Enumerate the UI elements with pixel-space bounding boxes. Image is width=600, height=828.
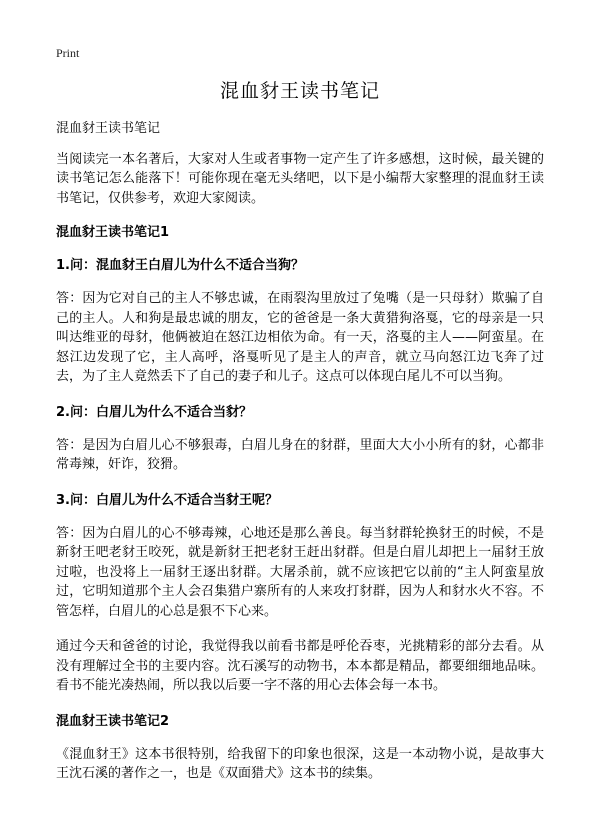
question-1: 1.问：混血豺王白眉儿为什么不适合当狗？ [56,258,304,273]
question-2: 2.问：白眉儿为什么不适合当豺？ [56,404,252,420]
article-subtitle: 混血豺王读书笔记 [56,121,161,136]
note2-paragraph: 《混血豺王》这本书很特别，给我留下的印象也很深，这是一本动物小说，是故事大王沈石溪的著作之一，也是《双面猎犬》这本书的续集。 [56,746,544,781]
summary-paragraph: 通过今天和爸爸的讨论，我觉得我以前看书都是呼伦吞枣，光挑精彩的部分去看。从没有理解过全书的主要内容。沈石溪写的动物书，本本都是精品，都要细细地品味。看书不能光凑热闹，所以我以后要一字不落的用心去体会每一本书。 [56,639,544,693]
question-3: 3.问：白眉儿为什么不适合当豺王呢？ [56,492,278,508]
answer-3: 答：因为白眉儿的心不够毒辣，心地还是那么善良。每当豺群轮换豺王的时候，不是新豺王吧老豺王咬死，就是新豺王把老豺王赶出豺群。但是白眉儿却把上一届豺王放过啦，也没将上一届豺王逐出豺群。大屠杀前，就不应该把它以前的“主人阿蛮星放过，它明知道那个主人会召集猎户寨所有的人来攻打豺群，因为人和豺水火不容。不管怎样，白眉儿的心总是狠不下心来。 [56,525,544,619]
page-title: 混血豺王读书笔记 [219,80,380,102]
answer-2: 答：是因为白眉儿心不够狠毒，白眉儿身在的豺群，里面大大小小所有的豺，心都非常毒辣，奸诈，狡猾。 [56,437,544,472]
print-link[interactable]: Print [56,46,80,60]
section-heading-note1: 混血豺王读书笔记1 [56,225,170,240]
section-heading-note2: 混血豺王读书笔记2 [56,713,170,729]
answer-1: 答：因为它对自己的主人不够忠诚，在雨裂沟里放过了兔嘴（是一只母豺）欺骗了自己的主人。人和狗是最忠诚的朋友，它的爸爸是一条大黄猎狗洛戛，它的母亲是一只叫达维亚的母豺，他俩被迫在怒江边相依为命。有一天，洛戛的主人——阿蛮星。在怒江边发现了它，主人高呼，洛戛听见了是主人的声音，就立马向怒江边飞奔了过去，为了主人竟然丢下了自己的妻子和儿子。这点可以体现白尾儿不可以当狗。 [56,291,544,384]
intro-paragraph: 当阅读完一本名著后，大家对人生或者事物一定产生了许多感想，这时候，最关键的读书笔记怎么能落下！可能你现在毫无头绪吧，以下是小编帮大家整理的混血豺王读书笔记，仅供参考，欢迎大家阅读。 [56,151,544,206]
article-body [56,119,544,784]
